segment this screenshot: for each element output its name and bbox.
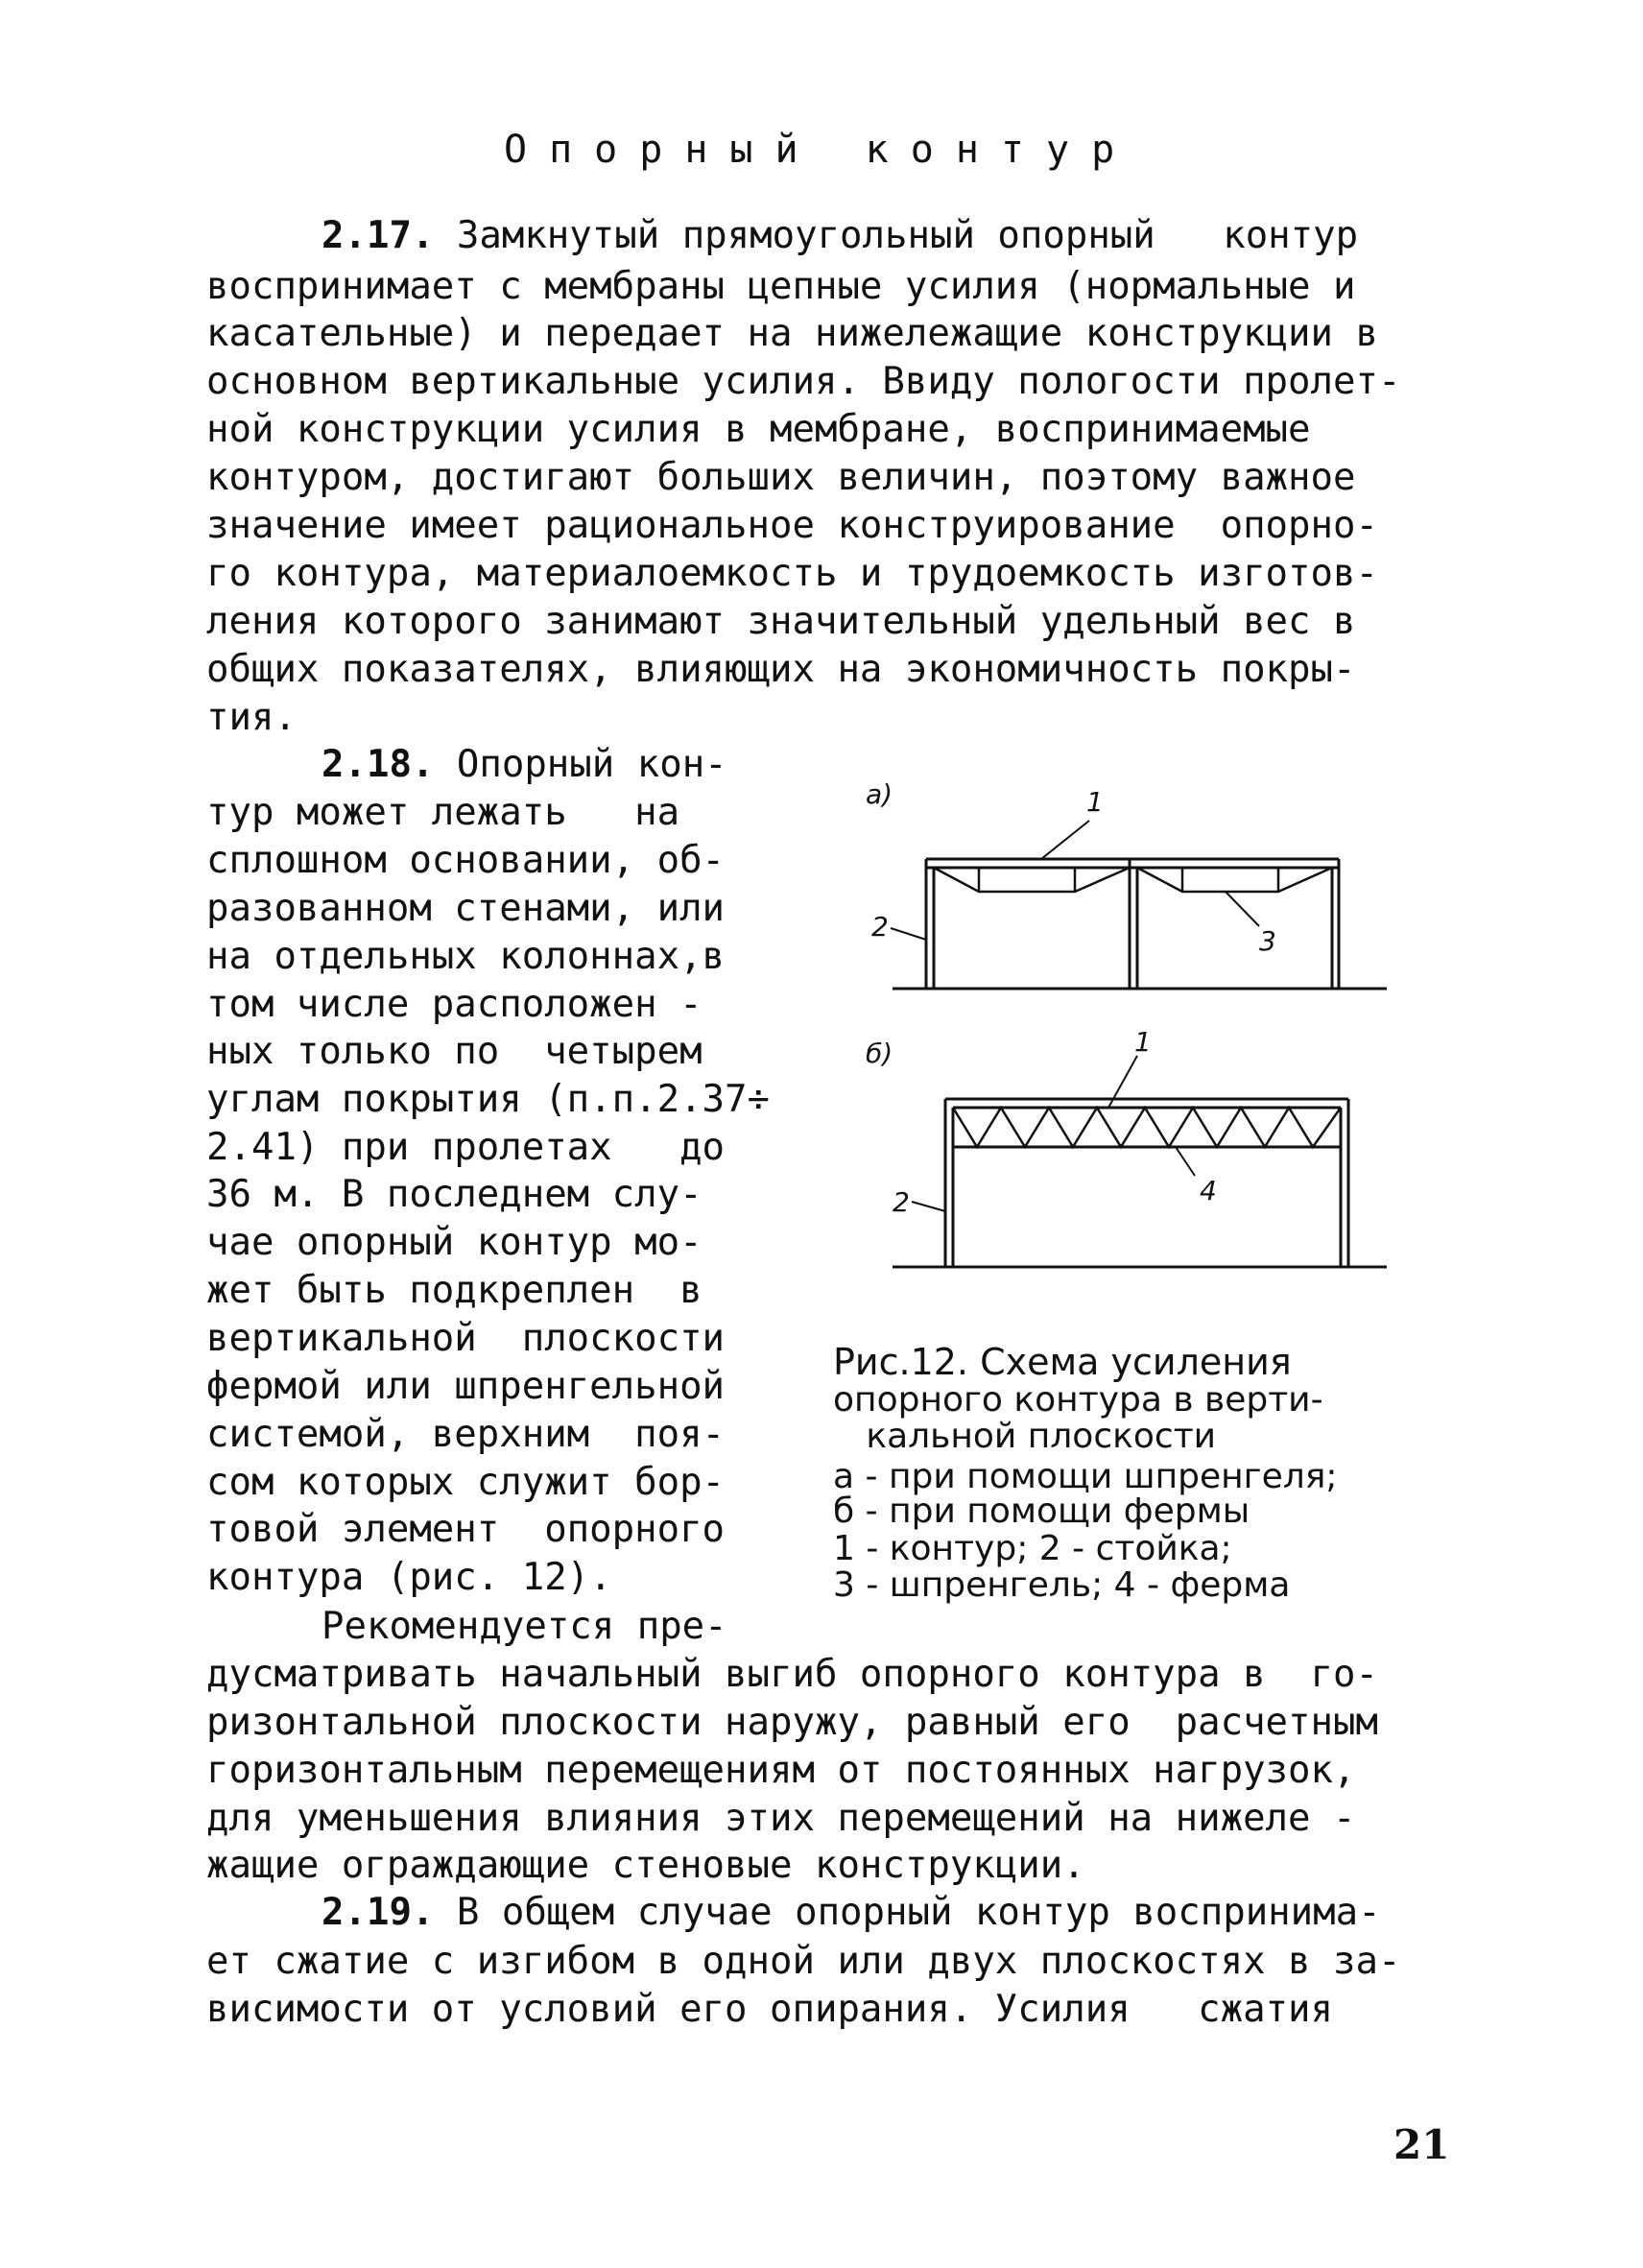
paragraph-line: висимости от условий его опирания. Усилия сжатия [206,1988,1333,2031]
caption-line: б - при помощи фермы [833,1492,1250,1531]
paragraph-line: углам покрытия (п.п.2.37÷ [206,1078,770,1121]
caption-line: 3 - шпренгель; 4 - ферма [833,1565,1291,1605]
paragraph-line: основном вертикальные усилия. Ввиду пологости пролет- [206,360,1401,403]
label-1: 1 [1086,786,1104,818]
paragraph-line: горизонтальным перемещениям от постоянных нагрузок, [206,1749,1356,1792]
label-a: а) [866,782,893,810]
caption-line: опорного контура в верти- [833,1380,1323,1420]
paragraph-line: сплошном основании, об- [206,839,726,882]
paragraph-line: вертикальной плоскости [206,1317,726,1360]
shprengel [1137,868,1332,892]
clause-number: 2.18. [321,743,435,786]
label-4: 4 [1200,1175,1217,1206]
paragraph-line: 36 м. В последнем слу- [206,1173,702,1216]
paragraph-line: ризонтальной плоскости наружу, равный его расчетным [206,1701,1378,1744]
paragraph-line: 2.18. Опорный кон- [321,743,727,786]
paragraph-line: сом которых служит бор- [206,1461,726,1504]
paragraph-line: жет быть подкреплен в [206,1269,702,1312]
paragraph-line: 2.41) при пролетах до [206,1126,726,1169]
paragraph-line: товой элемент опорного [206,1508,726,1551]
label-2: 2 [893,1186,910,1218]
paragraph-line: системой, верхним поя- [206,1413,726,1456]
caption-line: а - при помощи шпренгеля; [833,1457,1338,1496]
truss-web [953,1108,1341,1147]
paragraph-line: касательные) и передает на нижележащие конструкции в [206,312,1378,355]
paragraph-line: Рекомендуется пре- [321,1605,727,1648]
label-b: б) [866,1038,893,1069]
section-title: Опорный контур [504,128,1137,172]
paragraph-line: ет сжатие с изгибом в одной или двух плоскостях в за- [206,1940,1401,1983]
page-number: 21 [1393,2121,1450,2168]
caption-line: 1 - контур; 2 - стойка; [833,1529,1232,1568]
figure-12 [845,782,1401,1281]
paragraph-line: 2.17. Замкнутый прямоугольный опорный контур [321,214,1359,257]
paragraph-line: жащие ограждающие стеновые конструкции. [206,1844,1085,1887]
label-3: 3 [1259,925,1276,957]
paragraph-line: 2.19. В общем случае опорный контур воспринима- [321,1891,1381,1934]
clause-number: 2.17. [321,214,435,257]
paragraph-line: на отдельных колоннах,в [206,935,726,978]
caption-title: Рис.12. Схема усиления [833,1341,1292,1383]
clause-number: 2.19. [321,1891,435,1934]
shprengel [934,868,1130,892]
paragraph-line: контуром, достигают больших величин, поэтому важное [206,456,1356,499]
paragraph-line: го контура, материалоемкость и трудоемкость изготов- [206,552,1378,595]
paragraph-line: ной конструкции усилия в мембране, воспринимаемые [206,408,1311,451]
paragraph-line: чае опорный контур мо- [206,1221,702,1264]
paragraph-line: дусматривать начальный выгиб опорного контура в го- [206,1653,1378,1696]
label-1: 1 [1134,1026,1152,1058]
paragraph-line: для уменьшения влияния этих перемещений на нижеле - [206,1797,1356,1840]
caption-line: кальной плоскости [833,1417,1217,1456]
paragraph-line: общих показателях, влияющих на экономичность покры- [206,648,1356,691]
paragraph-line: ных только по четырем [206,1030,702,1073]
paragraph-line: тия. [206,696,297,739]
paragraph-line: том числе расположен - [206,983,702,1026]
label-2: 2 [871,911,889,943]
paragraph-line: ления которого занимают значительный удельный вес в [206,600,1356,643]
paragraph-line: контура (рис. 12). [206,1556,612,1599]
paragraph-line: тур может лежать на [206,791,680,834]
paragraph-line: фермой или шпренгельной [206,1365,726,1408]
paragraph-line: значение имеет рациональное конструирование опорно- [206,504,1378,547]
paragraph-line: разованном стенами, или [206,887,726,930]
paragraph-line: воспринимает с мембраны цепные усилия (нормальные и [206,265,1356,308]
